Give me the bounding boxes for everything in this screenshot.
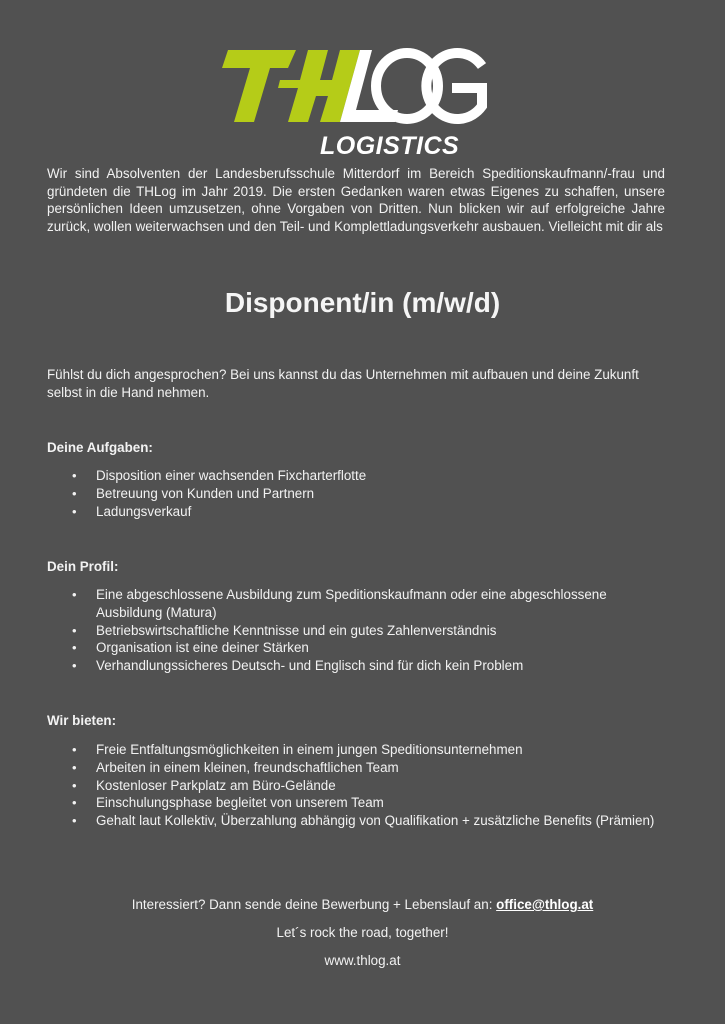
list-item-text: Betriebswirtschaftliche Kenntnisse und ein gutes Zahlenverständnis (96, 622, 497, 638)
list-item (0, 485, 636, 503)
lead-paragraph: Fühlst du dich angesprochen? Bei uns kannst du das Unternehmen mit aufbauen und deine Zukunft selbst in die Hand nehmen. (47, 367, 639, 400)
bullet-icon: • (72, 813, 77, 829)
bullet-icon: • (72, 485, 77, 501)
bullet-icon: • (72, 503, 77, 519)
apply-text: Interessiert? Dann sende deine Bewerbung + Lebenslauf an: (131, 897, 497, 912)
email-link[interactable]: office@thlog.at (496, 897, 594, 912)
list-item (0, 812, 676, 830)
bullet-icon: • (72, 587, 77, 602)
list-item-text: Organisation ist eine deiner Stärken (96, 640, 309, 656)
bullet-icon: • (72, 777, 77, 793)
list-item-text: Disposition einer wachsenden Fixcharterflotte (96, 468, 367, 483)
aufgaben-list (0, 467, 636, 520)
list-item (0, 741, 636, 759)
bullet-icon: • (72, 795, 77, 811)
list-item-text: Einschulungsphase begleitet von unserem Team (96, 795, 384, 811)
apply-line (0, 897, 725, 912)
list-item-text: Verhandlungssicheres Deutsch- und Englisch sind für dich kein Problem (96, 658, 524, 674)
list-item (0, 639, 636, 657)
bieten-list (0, 741, 676, 830)
logo-sub-text: LOGISTICS (320, 132, 460, 160)
list-item (0, 622, 636, 640)
bullet-icon: • (72, 759, 77, 775)
bullet-icon: • (72, 468, 77, 483)
list-item (0, 503, 636, 521)
list-item-text: Eine abgeschlossene Ausbildung zum Speditionskaufmann oder eine abgeschlossene Ausbildung (Matura) (96, 587, 607, 620)
list-item-text: Arbeiten in einem kleinen, freundschaftlichen Team (96, 759, 399, 775)
list-item (0, 657, 636, 675)
list-item (0, 777, 636, 795)
list-item (0, 794, 636, 812)
bullet-icon: • (72, 742, 77, 757)
website: www.thlog.at (324, 953, 401, 968)
bullet-icon: • (72, 622, 77, 638)
section-heading-bieten: Wir bieten: (47, 713, 117, 728)
section-heading-profil: Dein Profil: (47, 559, 119, 574)
list-item-text: Freie Entfaltungsmöglichkeiten in einem jungen Speditionsunternehmen (96, 742, 523, 757)
list-item-text: Ladungsverkauf (96, 503, 192, 519)
section-heading-aufgaben: Deine Aufgaben: (47, 440, 153, 455)
list-item-text: Betreuung von Kunden und Partnern (96, 485, 315, 501)
job-title: Disponent/in (m/w/d) (224, 287, 501, 318)
list-item (0, 467, 636, 485)
list-item-text: Kostenloser Parkplatz am Büro-Gelände (96, 777, 336, 793)
profil-list (0, 586, 636, 675)
intro-paragraph: Wir sind Absolventen der Landesberufsschule Mitterdorf im Bereich Speditionskaufmann/-frau und gründeten die THLog im Jahr 2019. Die ersten Gedanken waren etwas Eigenes zu schaffen, unsere persönlichen Ideen umzusetzen, ohne Vorgaben von Dritten. Nun blicken wir auf erfolgreiche Jahre zurück, wollen weiterwachsen und den Teil- und Komplettladungsverkehr ausbauen. Vielleicht mit dir als (47, 166, 665, 235)
slogan: Let´s rock the road, together! (276, 925, 449, 940)
thlog-logo (220, 44, 505, 160)
list-item-text: Gehalt laut Kollektiv, Überzahlung abhängig von Qualifikation + zusätzliche Benefits (Prämien) (96, 813, 655, 829)
thlog-logo-graphic (220, 44, 505, 160)
bullet-icon: • (72, 658, 77, 674)
list-item (0, 586, 636, 622)
list-item (0, 759, 636, 777)
bullet-icon: • (72, 640, 77, 656)
